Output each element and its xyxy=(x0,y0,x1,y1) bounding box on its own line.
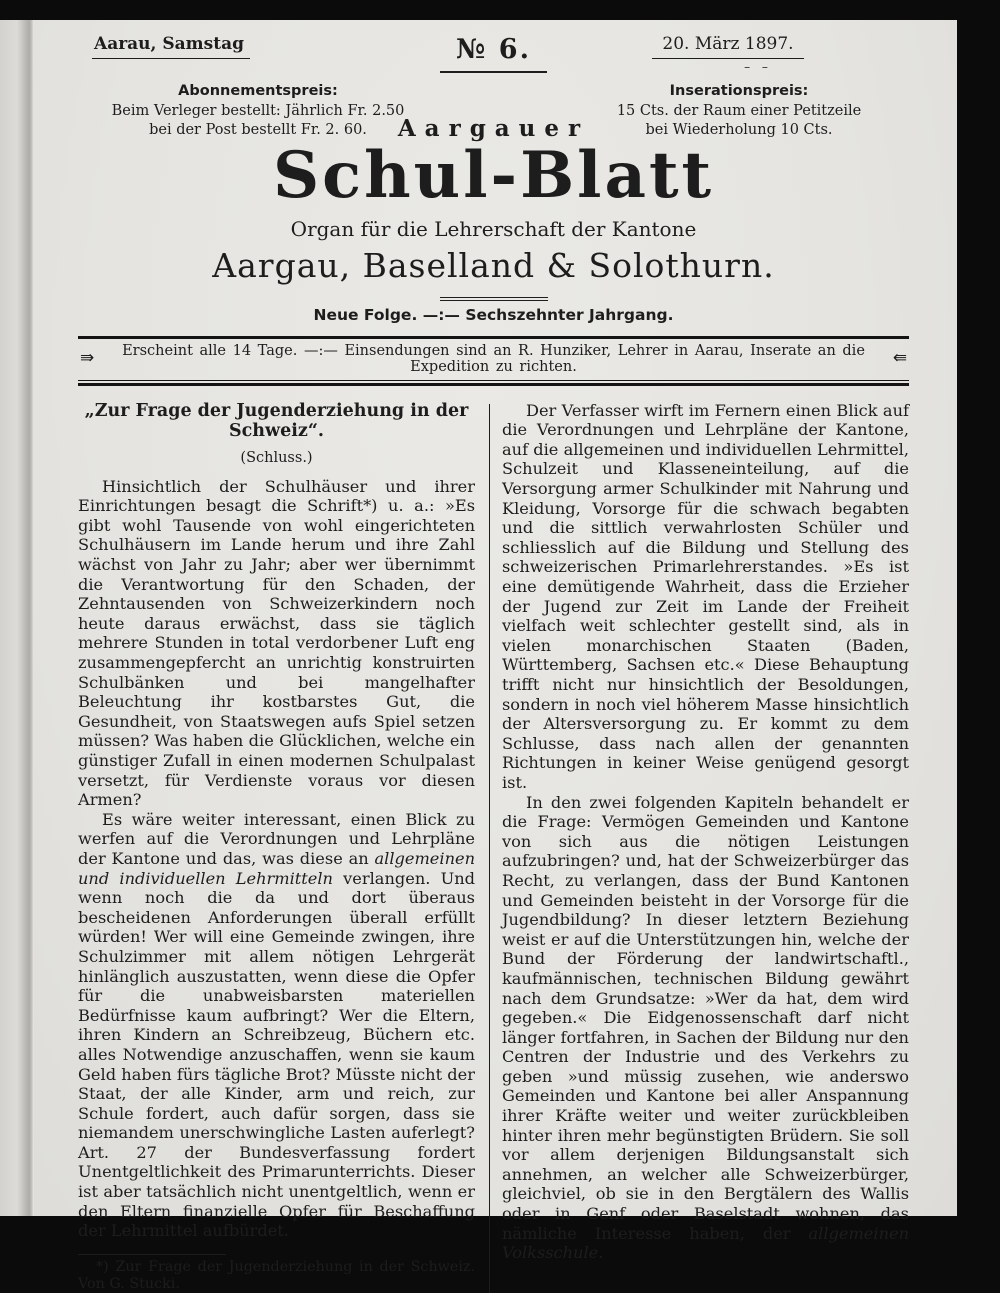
footnote-block xyxy=(78,1254,475,1293)
issue-number: № 6. xyxy=(440,34,547,73)
insertion-title: Inserationspreis: xyxy=(669,83,809,99)
footnote-rule xyxy=(78,1254,226,1255)
article-paragraph: Hinsichtlich der Schulhäuser und ihrer Einrichtungen besagt die Schrift*) u. a.: »Es gibt wohl Tausende von wohl eingerichteten Schulhäusern im Lande herum und ihre Zahl wächst von Jahr zu Jahr; aber wer übernimmt die Verantwortung für den Schaden, der Zehntausenden von Schweizerkindern noch heute daraus erwächst, dass sie täglich mehrere Stunden in total verdorbener Luft eng zusammengepfercht an unrichtig konstruirten Schulbänken und bei mangelhafter Beleuchtung ihr kostbarstes Gut, die Gesundheit, von Staatswegen aufs Spiel setzen müssen? Was haben die Glücklichen, welche ein günstiger Zufall in einen modernen Schulpalast versetzt, für Verdienste voraus vor diesen Armen? xyxy=(78,476,475,810)
subscription-line-1: Beim Verleger bestellt: Jährlich Fr. 2.50 xyxy=(111,102,405,119)
insertion-price-block xyxy=(569,82,909,141)
right-triple-arrow-icon: ⇛ xyxy=(80,348,95,369)
header xyxy=(78,34,909,74)
insertion-line-2: bei Wiederholung 10 Cts. xyxy=(645,122,833,139)
right-column xyxy=(502,401,909,1293)
page-content xyxy=(34,20,957,1292)
article-columns xyxy=(78,401,909,1293)
subscription-line-2: bei der Post bestellt Fr. 2. 60. xyxy=(149,122,367,139)
masthead-title: Schul-Blatt xyxy=(272,137,715,213)
page-fold-edge xyxy=(0,20,34,1216)
article-paragraph: Der Verfasser wirft im Fernern einen Blick auf die Verordnungen und Lehrpläne der Kantone, auf die allgemeinen und individuellen Lehrmittel, Schulzeit und Klasseneinteilung, auf die Versorgung armer Schulkinder mit Nahrung und Kleidung, Vorsorge für die schwach begabten und die sittlich verwahrlosten Schüler und schliesslich auf die Bildung und Stellung des schweizerischen Primarlehrerstandes. »Es ist eine demütigende Wahrheit, dass die Erzieher der Jugend zur Zeit im Lande der Freiheit vielfach weit schlechter gestellt sind, als in vielen monarchischen Staaten (Baden, Württemberg, Sachsen etc.« Diese Behauptung trifft nicht nur hinsichtlich der Besoldungen, sondern in noch viel höherem Masse hinsichtlich der Altersversorgung zu. Er kommt zu dem Schlusse, dass nach allen der genannten Richtungen in keiner Weise genügend gesorgt ist. xyxy=(502,400,909,792)
left-column xyxy=(78,401,475,1293)
article-section-note: (Schluss.) xyxy=(240,449,313,466)
article-title: „Zur Frage der Jugenderziehung in der Schweiz“. xyxy=(84,400,469,441)
left-column-paragraphs xyxy=(78,477,475,1241)
dateline-place: Aarau, Samstag xyxy=(92,34,250,59)
masthead-regions: Aargau, Baselland & Solothurn. xyxy=(212,245,775,285)
column-divider-rule xyxy=(489,404,490,1293)
dateline-date: 20. März 1897. xyxy=(652,34,803,59)
article-paragraph: In den zwei folgenden Kapiteln behandelt er die Frage: Vermögen Gemeinden und Kantone von sich aus die nötigen Leistungen aufzubringen? und, hat der Schweizerbürger das Recht, zu verlangen, dass der Bund Kantonen und Gemeinden beisteht in der Vorsorge für die Jugendbildung? In dieser letztern Beziehung weist er auf die Unterstützungen hin, welche der Bund der Förderung der landwirtschaftl., kaufmännischen, technischen Bildung gewährt nach dem Grundsatze: »Wer da hat, dem wird gegeben.« Die Eidgenossenschaft darf nicht länger fortfahren, in Sachen der Bildung nur den Centren der Industrie und des Verkehrs zu geben »und müssig zusehen, wie anderswo Gemeinden und Kantone bei aller Anspannung ihrer Kräfte weiter und weiter zurückbleiben hinter ihren mehr begünstigten Brüdern. Sie soll vor allem derjenigen Bildungsanstalt sich annehmen, an welcher alle Schweizerbürger, gleichviel, ob sie in den Bergtälern des Wallis oder in Genf oder Baselstadt wohnen, das nämliche Interesse haben, der allgemeinen Volksschule. xyxy=(502,792,909,1263)
masthead-pretitle: Aargauer xyxy=(397,114,590,142)
left-triple-arrow-icon: ⇚ xyxy=(892,348,907,369)
dateline-date-wrap xyxy=(652,34,803,74)
banner-rule-bottom xyxy=(78,383,909,386)
banner-text-row xyxy=(78,339,909,380)
banner-text: Erscheint alle 14 Tage. —:— Einsendungen sind an R. Hunziker, Lehrer in Aarau, Inserate an die Expedition zu richten. xyxy=(122,342,865,375)
date-underline-dashes: – – xyxy=(744,60,772,74)
masthead-series-line: Neue Folge. —:— Sechszehnter Jahrgang. xyxy=(313,305,674,324)
publication-banner xyxy=(78,336,909,386)
subscription-title: Abonnementspreis: xyxy=(178,83,338,99)
masthead xyxy=(78,115,909,324)
footnote-text: *) Zur Frage der Jugenderziehung in der Schweiz. Von G. Stucki. xyxy=(78,1258,475,1292)
article-paragraph: Es wäre weiter interessant, einen Blick zu werfen auf die Verordnungen und Lehrpläne der Kantone und das, was diese an allgemeinen und individuellen Lehrmitteln verlangen. Und wenn noch die da und dort überaus bescheidenen Anforderungen überall erfüllt würden! Wer will eine Gemeinde zwingen, ihre Schulzimmer mit allem nötigen Lehrgerät hinlänglich auszustatten, wenn diese die Opfer für die unabweisbarsten materiellen Bedürfnisse kaum aufbringt? Wer die Eltern, ihren Kindern an Schreibzeug, Büchern etc. alles Notwendige anzuschaffen, wenn sie kaum Geld haben fürs tägliche Brot? Müsste nicht der Staat, der alle Kinder, arm und reich, zur Schule fordert, auch dafür sorgen, dass sie niemandem unerschwingliche Lasten auferlegt? Art. 27 der Bundesverfassung fordert Unentgeltlichkeit des Primarunterrichts. Dieser ist aber tatsächlich nicht unentgeltlich, wenn er den Eltern finanzielle Opfer für Beschaffung der Lehrmittel aufbürdet. xyxy=(78,809,475,1241)
right-column-paragraphs xyxy=(502,401,909,1263)
subscription-price-block xyxy=(78,82,438,141)
masthead-subtitle: Organ für die Lehrerschaft der Kantone xyxy=(290,216,697,241)
newspaper-page xyxy=(0,20,957,1292)
insertion-line-1: 15 Cts. der Raum einer Petitzeile xyxy=(616,102,862,119)
double-rule xyxy=(440,297,548,301)
banner-rule-thin xyxy=(78,380,909,381)
